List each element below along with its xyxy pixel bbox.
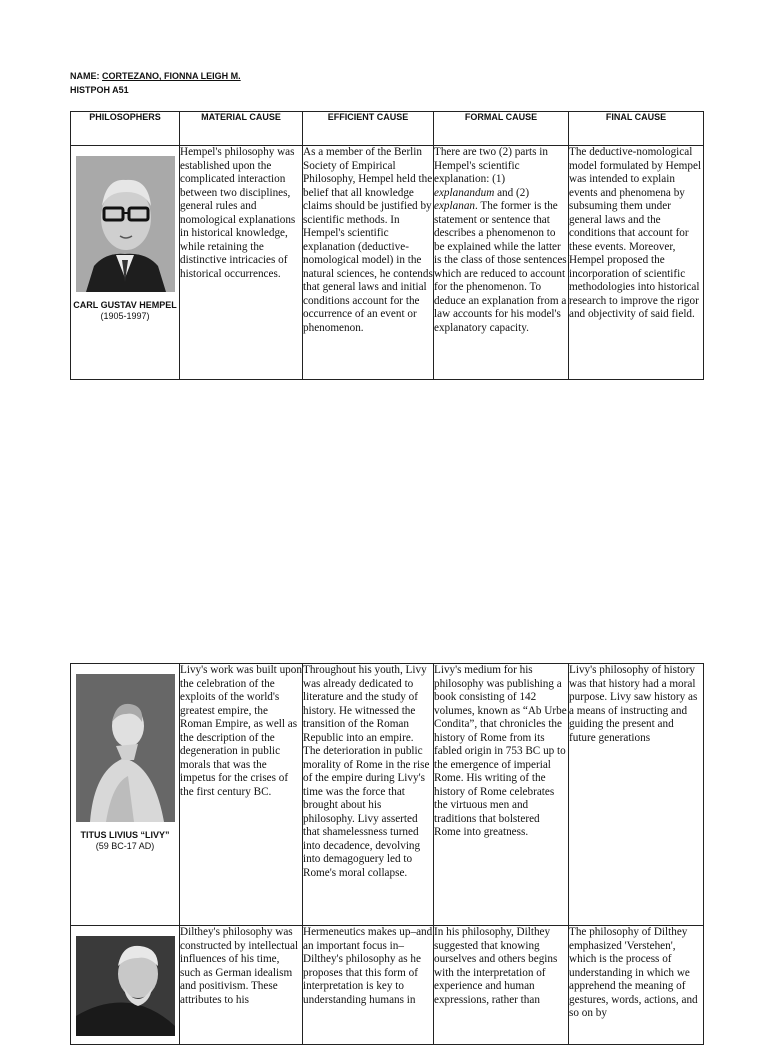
causes-table-top [70, 111, 704, 380]
formal-text-part: and (2) [497, 186, 530, 199]
column-header-efficient-cause: EFFICIENT CAUSE [303, 112, 434, 146]
final-cause-cell: The deductive-nomological model formulated by Hempel was intended to explain events and phenomena by subsuming them under general laws and the conditions that account for these events. Moreover, Hempel proposed the incorporation of scientific methodologies into historical research to improve the rigor and objectivity of said field. [569, 146, 704, 380]
table-row [71, 926, 704, 1045]
philosopher-name: CARL GUSTAV HEMPEL [73, 300, 177, 310]
philosopher-cell-dilthey [71, 926, 180, 1045]
formal-cause-cell [434, 146, 569, 380]
livy-portrait [76, 674, 175, 822]
formal-cause-cell: In his philosophy, Dilthey suggested that knowing ourselves and others begins with the interpretation of experience and human expressions, rather than [434, 926, 569, 1045]
material-cause-cell: Hempel's philosophy was established upon the complicated interaction between two disciplines, general rules and nomological explanations in historical knowledge, while retaining the distinctive intricacies of historical occurrences. [180, 146, 303, 380]
column-header-philosophers: PHILOSOPHERS [71, 112, 180, 146]
course-code: HISTPOH A51 [70, 85, 129, 95]
table-header-row [71, 112, 704, 146]
formal-term-explanandum: explanandum [434, 186, 495, 199]
student-name-line [70, 71, 241, 81]
student-name: CORTEZANO, FIONNA LEIGH M. [102, 71, 241, 81]
formal-cause-cell: Livy's medium for his philosophy was publishing a book consisting of 142 volumes, known as “Ab Urbe Condita”, that chronicles the history of Rome from its fabled origin in 753 BC up to the emergence of imperial Rome. His writing of the history of Rome celebrates the virtuous men and traditions that bolstered Rome into greatness. [434, 664, 569, 926]
column-header-formal-cause: FORMAL CAUSE [434, 112, 569, 146]
efficient-cause-cell: Hermeneutics makes up–and an important focus in–Dilthey's philosophy as he proposes that this form of interpretation is key to understanding humans in [303, 926, 434, 1045]
material-cause-cell: Dilthey's philosophy was constructed by intellectual influences of his time, such as German idealism and positivism. These attributes to his [180, 926, 303, 1045]
material-cause-cell: Livy's work was built upon the celebration of the exploits of the world's greatest empire, the Roman Empire, as well as the description of the degeneration in public morals that was the impetus for the crises of the first century BC. [180, 664, 303, 926]
philosopher-name: TITUS LIVIUS “LIVY” [80, 830, 170, 840]
causes-table-bottom [70, 663, 704, 1045]
table-row [71, 664, 704, 926]
final-cause-cell: The philosophy of Dilthey emphasized 'Verstehen', which is the process of understanding in which we apprehend the meaning of gestures, words, actions, and so on by [569, 926, 704, 1045]
philosopher-dates: (1905-1997) [100, 311, 150, 321]
formal-term-explanan: explanan [434, 200, 476, 212]
formal-text-part: . The former is the statement or sentence that describes a phenomenon to be explained while the latter is the class of those sentences which are reduced to account for the phenomenon. To deduce an explanation from a law accounts for his model's explanatory capacity. [434, 200, 567, 334]
philosopher-cell-livy [71, 664, 180, 926]
philosopher-cell-hempel [71, 146, 180, 380]
hempel-portrait [76, 156, 175, 292]
philosopher-dates: (59 BC-17 AD) [95, 841, 155, 851]
efficient-cause-cell: Throughout his youth, Livy was already dedicated to literature and the study of history. He witnessed the transition of the Roman Republic into an empire. The deterioration in public morality of Rome in the rise of the empire during Livy's time was the force that brought about his philosophy. Livy asserted that shamelessness turned into decadence, devolving into demagoguery led to Rome's moral collapse. [303, 664, 434, 926]
dilthey-portrait [76, 936, 175, 1036]
final-cause-cell: Livy's philosophy of history was that history had a moral purpose. Livy saw history as a means of instructing and guiding the present and future generations [569, 664, 704, 926]
column-header-final-cause: FINAL CAUSE [569, 112, 704, 146]
name-label: NAME: [70, 71, 100, 81]
formal-text-part: There are two (2) parts in Hempel's scientific explanation: (1) [434, 146, 548, 185]
table-row [71, 146, 704, 380]
efficient-cause-cell: As a member of the Berlin Society of Empirical Philosophy, Hempel held the belief that all knowledge claims should be justified by scientific methods. In Hempel's scientific explanation (deductive-nomological model) in the natural sciences, he contends that general laws and initial conditions account for the occurrence of an event or phenomenon. [303, 146, 434, 380]
column-header-material-cause: MATERIAL CAUSE [180, 112, 303, 146]
